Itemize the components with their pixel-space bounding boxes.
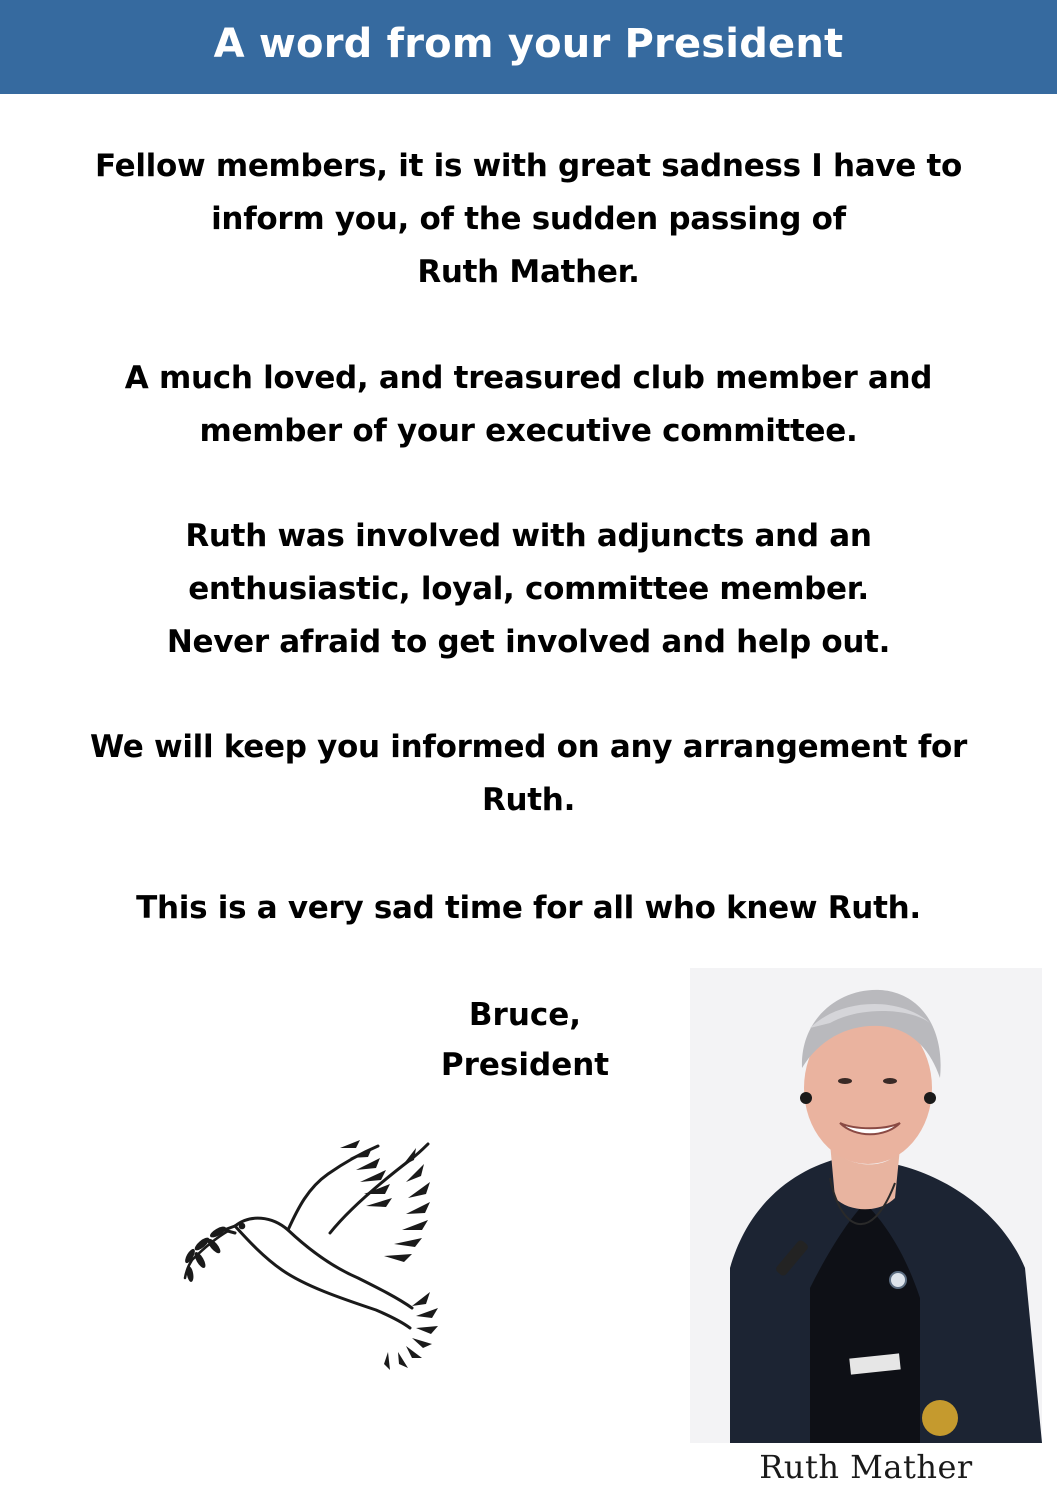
paragraph-line: Ruth Mather. (417, 254, 640, 290)
paragraph-line: Never afraid to get involved and help out. (166, 624, 891, 660)
portrait-photo (690, 968, 1042, 1443)
page-title: A word from your President (213, 21, 844, 67)
dove-with-olive-branch-icon (180, 1138, 445, 1373)
paragraph-line: Ruth. (481, 782, 576, 818)
paragraph-closing (0, 882, 1057, 935)
paragraph-line: Fellow members, it is with great sadness I have to (95, 148, 962, 184)
paragraph-line: This is a very sad time for all who knew Ruth. (136, 890, 921, 926)
signature-name: Bruce, (468, 997, 582, 1033)
paragraph-line: member of your executive committee. (199, 413, 858, 449)
photo-caption: Ruth Mather (759, 1448, 973, 1486)
paragraph-line: inform you, of the sudden passing of (211, 201, 846, 237)
signature-role: President (440, 1047, 610, 1083)
paragraph-announcement (0, 140, 1057, 299)
paragraph-line: Ruth was involved with adjuncts and an (185, 518, 872, 554)
paragraph-tribute (0, 352, 1057, 458)
paragraph-line: enthusiastic, loyal, committee member. (188, 571, 869, 607)
paragraph-involvement (0, 510, 1057, 669)
header-banner (0, 0, 1057, 94)
paragraph-arrangements (0, 721, 1057, 827)
paragraph-line: A much loved, and treasured club member and (124, 360, 933, 396)
paragraph-line: We will keep you informed on any arrangement for (89, 729, 967, 765)
signature-block (400, 990, 650, 1090)
